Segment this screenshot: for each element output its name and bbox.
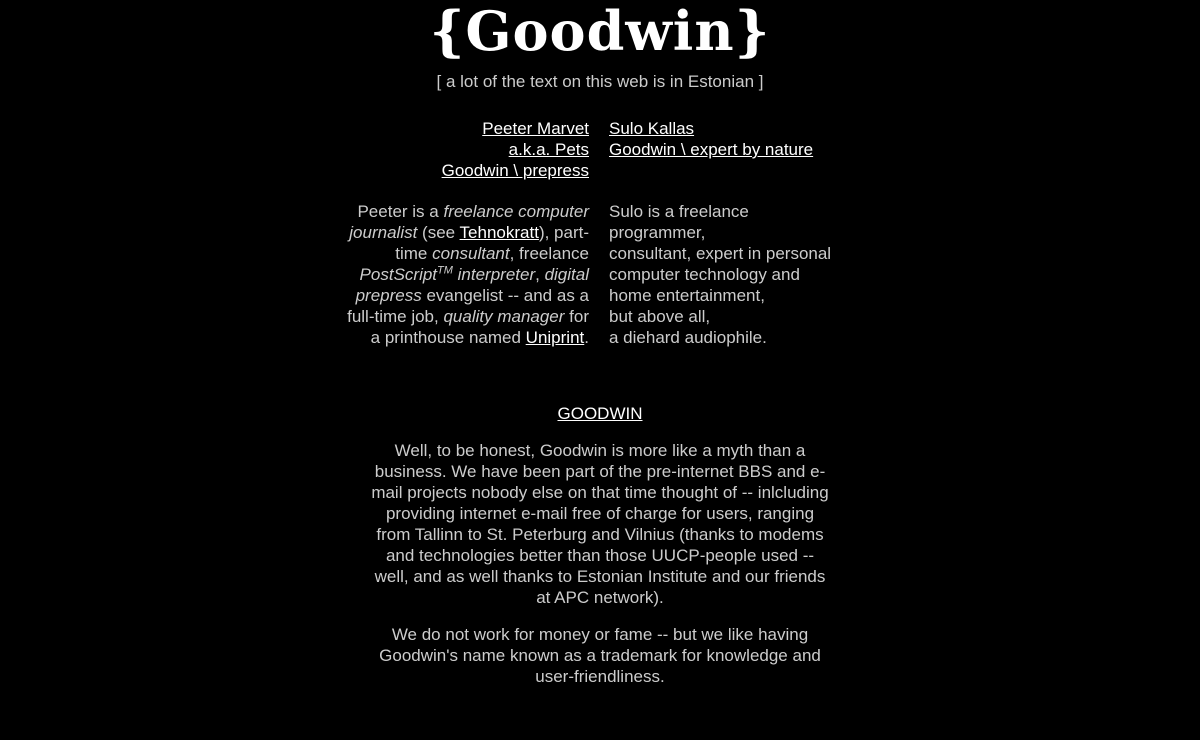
goodwin-title-link[interactable]: GOODWIN: [557, 404, 643, 423]
bio-text: ,: [535, 265, 545, 284]
sulo-bio-line: a diehard audiophile.: [609, 328, 767, 347]
sulo-bio-line: home entertainment,: [609, 286, 765, 305]
peeter-role-link[interactable]: Goodwin \ prepress: [441, 161, 589, 180]
bio-text: evangelist -- and as a full-time job,: [347, 286, 589, 326]
sulo-bio-line: consultant, expert in personal: [609, 244, 832, 263]
site-logo: {Goodwin}: [429, 0, 771, 63]
peeter-names: [339, 118, 589, 181]
sulo-bio-line: computer technology and: [609, 265, 800, 284]
peeter-alias-link[interactable]: a.k.a. Pets: [508, 140, 589, 159]
goodwin-paragraph-1: Well, to be honest, Goodwin is more like a myth than a business. We have been part of the pre-internet BBS and e-mail projects nobody else on that time thought of -- inlcluding providing internet e-mail free of charge for users, ranging from Tallinn to St. Peterburg and Vilnius (thanks to modems and technologies better than those UUCP-people used -- well, and as well thanks to Estonian Institute and our friends at APC network).: [371, 441, 829, 607]
bio-text: (see: [417, 223, 460, 242]
postscript-text: PostScript: [359, 265, 438, 284]
bio-emphasis: digital prepress: [355, 265, 589, 305]
bio-text: .: [584, 328, 589, 347]
trademark-sup: TM: [437, 264, 453, 277]
sulo-bio: [609, 201, 859, 348]
bio-text: ), part-time: [395, 223, 589, 263]
bio-emphasis: freelance computer journalist: [349, 202, 589, 242]
bio-text: , freelance: [509, 244, 589, 263]
sulo-bio-line: but above all,: [609, 307, 711, 326]
sulo-column: [609, 118, 859, 348]
sulo-role-link[interactable]: Goodwin \ expert by nature: [609, 140, 814, 159]
peeter-column: [339, 118, 589, 348]
peeter-name-link[interactable]: Peeter Marvet: [482, 119, 589, 138]
bio-emphasis: quality manager: [443, 307, 565, 326]
interpreter-text: interpreter: [452, 265, 536, 284]
sulo-name-link[interactable]: Sulo Kallas: [609, 119, 695, 138]
sulo-names: [609, 118, 859, 181]
sulo-bio-line: Sulo is a freelance: [609, 202, 749, 221]
bio-emphasis: [360, 265, 536, 284]
uniprint-link[interactable]: Uniprint: [525, 328, 585, 347]
tehnokratt-link[interactable]: Tehnokratt: [459, 223, 539, 242]
goodwin-paragraph-2: We do not work for money or fame -- but we like having Goodwin's name known as a trademark for knowledge and user-friendliness.: [379, 625, 821, 686]
peeter-bio: [339, 201, 589, 348]
sulo-bio-line: programmer,: [609, 223, 706, 242]
language-note: [ a lot of the text on this web is in Estonian ]: [436, 72, 764, 91]
bio-emphasis: consultant: [432, 244, 510, 263]
bio-text: for a printhouse named: [370, 307, 589, 347]
goodwin-section-title: [0, 403, 1200, 424]
bio-text: Peeter is a: [357, 202, 444, 221]
